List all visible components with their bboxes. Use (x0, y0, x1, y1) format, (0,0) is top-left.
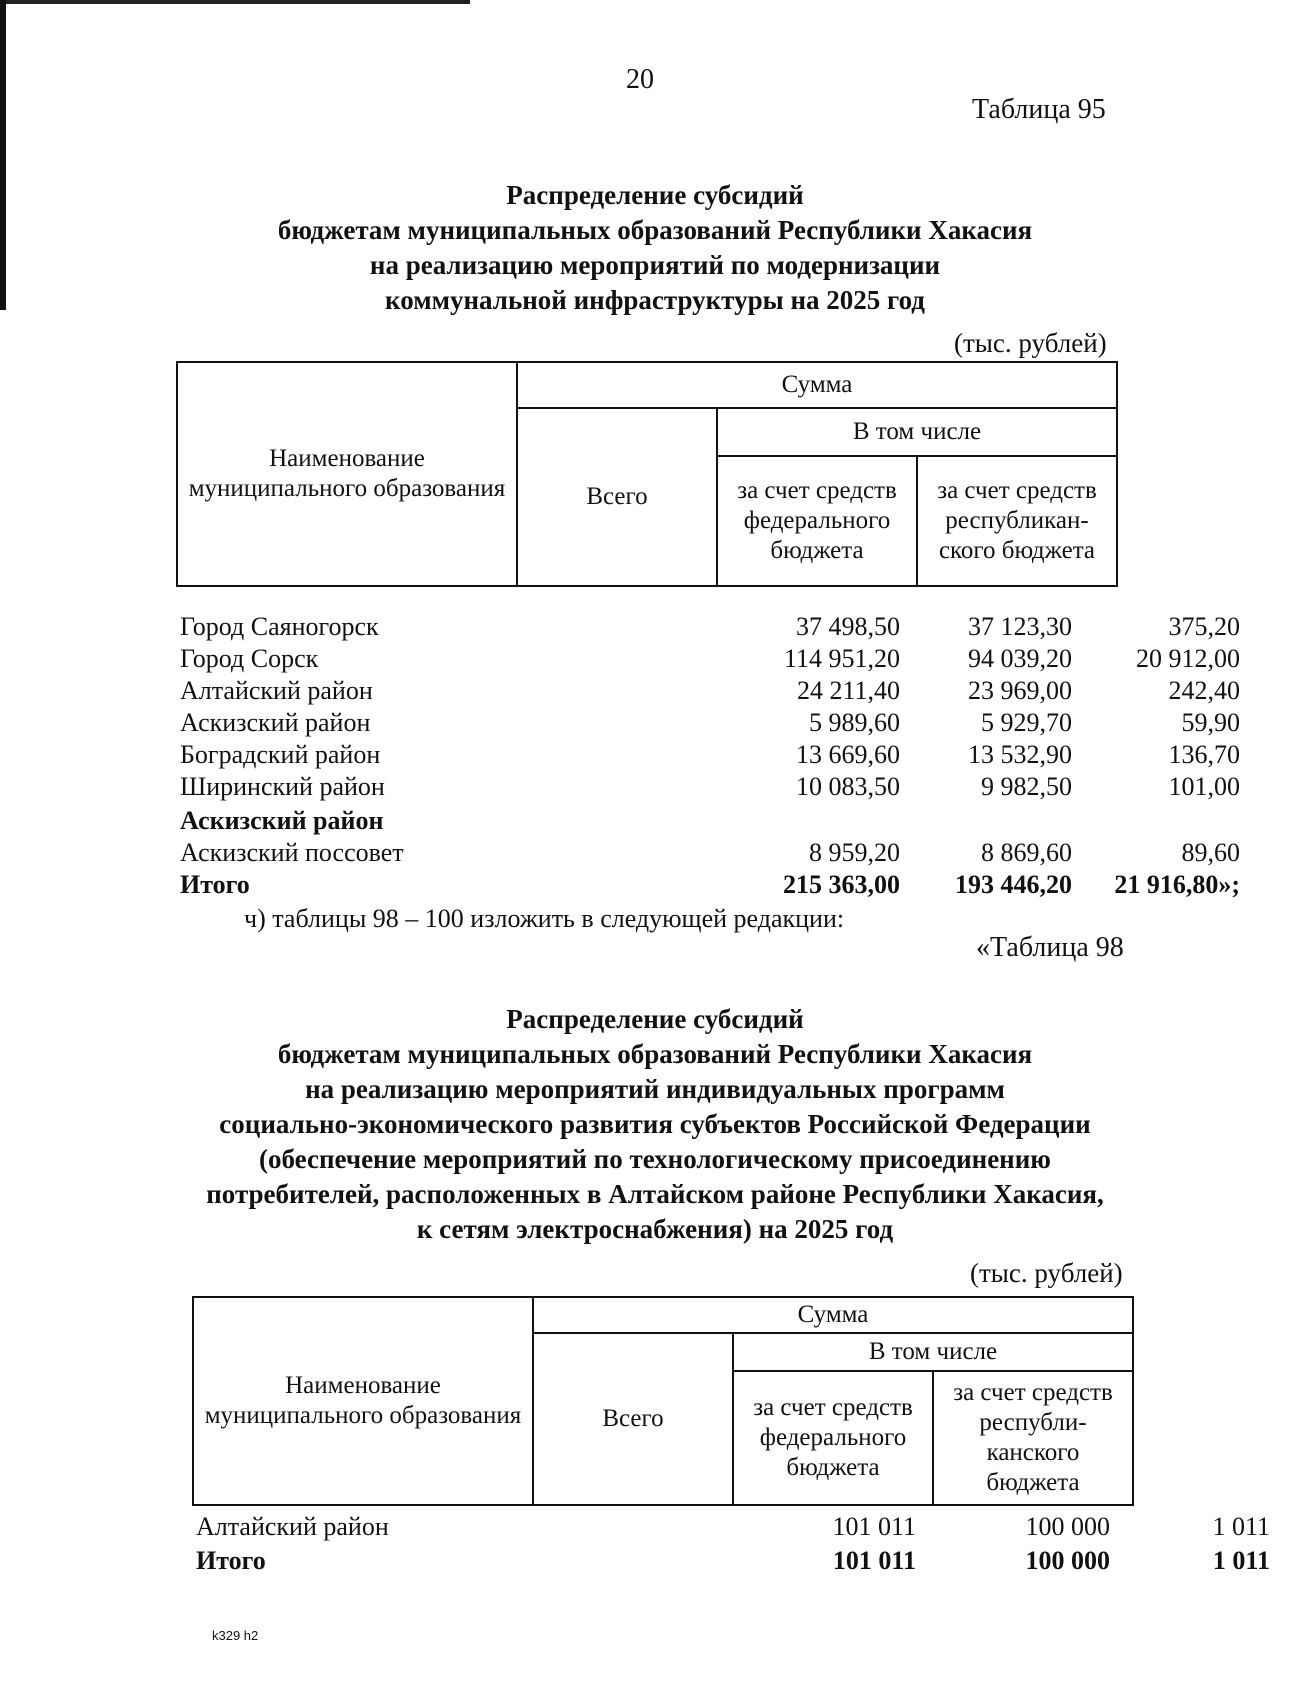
cell-federal: 23 969,00 (968, 676, 1072, 705)
cell-federal: 193 446,20 (955, 870, 1072, 899)
table-group-row (180, 806, 1130, 836)
cell-federal: 13 532,90 (968, 740, 1072, 769)
table-row (180, 772, 1240, 802)
table-row (180, 838, 1240, 868)
cell-republic: 242,40 (1168, 676, 1240, 705)
header-name: Наименование муниципального образования (177, 362, 517, 586)
header-total: Всего (533, 1333, 733, 1505)
cell-total: 37 498,50 (796, 612, 900, 641)
header-republic: за счет средств республикан-ского бюджета (917, 456, 1117, 586)
cell-name: Ширинский район (180, 772, 385, 801)
title-line: на реализацию мероприятий индивидуальных программ (305, 1074, 1005, 1104)
cell-total: 215 363,00 (783, 870, 900, 899)
cell-federal: 8 869,60 (981, 838, 1072, 867)
title-line: к сетям электроснабжения) на 2025 год (416, 1214, 894, 1244)
cell-name: Алтайский район (180, 676, 373, 705)
table-98-label: «Таблица 98 (976, 932, 1124, 963)
cell-republic: 20 912,00 (1136, 644, 1240, 673)
title-line: Распределение субсидий (506, 180, 804, 210)
title-line: коммунальной инфраструктуры на 2025 год (385, 285, 925, 315)
title-line: бюджетам муниципальных образований Республики Хакасия (277, 1039, 1033, 1069)
table-95-header (176, 361, 1118, 587)
header-including: В том числе (717, 408, 1117, 456)
header-republic: за счет средств республи-канского бюджета (933, 1371, 1133, 1505)
cell-group-name: Аскизский район (180, 806, 384, 835)
cell-total: 10 083,50 (796, 772, 900, 801)
header-name: Наименование муниципального образования (193, 1297, 533, 1505)
cell-total: 13 669,60 (796, 740, 900, 769)
title-line: бюджетам муниципальных образований Республики Хакасия (277, 215, 1033, 245)
table-95-title (0, 178, 1310, 318)
cell-name: Город Саяногорск (180, 612, 379, 641)
cell-republic: 1 011 (1212, 1512, 1270, 1541)
header-sum: Сумма (517, 362, 1117, 408)
table-row (180, 708, 1240, 738)
table-row (180, 740, 1240, 770)
cell-name: Итого (180, 870, 250, 899)
footer-code: k329 h2 (212, 1628, 259, 1643)
table-98-title (0, 1002, 1310, 1247)
table-row (180, 612, 1240, 642)
header-federal: за счет средств федерального бюджета (733, 1371, 933, 1505)
table-row (180, 676, 1240, 706)
cell-federal: 9 982,50 (981, 772, 1072, 801)
cell-federal: 5 929,70 (981, 708, 1072, 737)
table-98-body (196, 1512, 1270, 1582)
cell-republic: 89,60 (1181, 838, 1240, 867)
table-total-row (196, 1546, 1270, 1576)
table-total-row (180, 870, 1240, 900)
cell-total: 114 951,20 (783, 644, 900, 673)
title-line: потребителей, расположенных в Алтайском районе Республики Хакасия, (206, 1179, 1104, 1209)
cell-republic: 1 011 (1212, 1546, 1270, 1575)
cell-total: 8 959,20 (809, 838, 900, 867)
cell-name: Алтайский район (196, 1512, 389, 1541)
title-line: (обеспечение мероприятий по технологическому присоединению (259, 1144, 1051, 1174)
scan-edge-top (0, 0, 470, 4)
table-98-units: (тыс. рублей) (970, 1258, 1123, 1288)
cell-republic: 101,00 (1168, 772, 1240, 801)
cell-federal: 100 000 (1025, 1512, 1110, 1541)
cell-republic: 21 916,80»; (1114, 870, 1240, 899)
cell-total: 101 011 (832, 1546, 916, 1575)
cell-name: Аскизский район (180, 708, 371, 737)
table-95-body (180, 612, 1240, 912)
header-including: В том числе (733, 1333, 1133, 1371)
cell-republic: 59,90 (1181, 708, 1240, 737)
table-row (196, 1512, 1270, 1542)
table-95-units: (тыс. рублей) (954, 328, 1107, 358)
cell-republic: 375,20 (1168, 612, 1240, 641)
table-95-label: Таблица 95 (972, 94, 1106, 125)
header-sum: Сумма (533, 1297, 1133, 1333)
cell-name: Аскизский поссовет (180, 838, 404, 867)
cell-total: 101 011 (832, 1512, 916, 1541)
cell-total: 24 211,40 (796, 676, 900, 705)
title-line: Распределение субсидий (506, 1004, 804, 1034)
header-federal: за счет средств федерального бюджета (717, 456, 917, 586)
title-line: социально-экономического развития субъектов Российской Федерации (219, 1109, 1091, 1139)
title-line: на реализацию мероприятий по модернизации (369, 250, 941, 280)
table-row (180, 644, 1240, 674)
cell-name: Боградский район (180, 740, 381, 769)
cell-republic: 136,70 (1168, 740, 1240, 769)
page-number: 20 (626, 64, 654, 95)
amendment-note: ч) таблицы 98 – 100 изложить в следующей редакции: (244, 904, 845, 933)
cell-name: Город Сорск (180, 644, 319, 673)
table-98-header (192, 1296, 1134, 1506)
cell-federal: 37 123,30 (968, 612, 1072, 641)
cell-total: 5 989,60 (809, 708, 900, 737)
cell-federal: 94 039,20 (968, 644, 1072, 673)
cell-name: Итого (196, 1546, 266, 1575)
header-total: Всего (517, 408, 717, 586)
cell-federal: 100 000 (1025, 1546, 1110, 1575)
